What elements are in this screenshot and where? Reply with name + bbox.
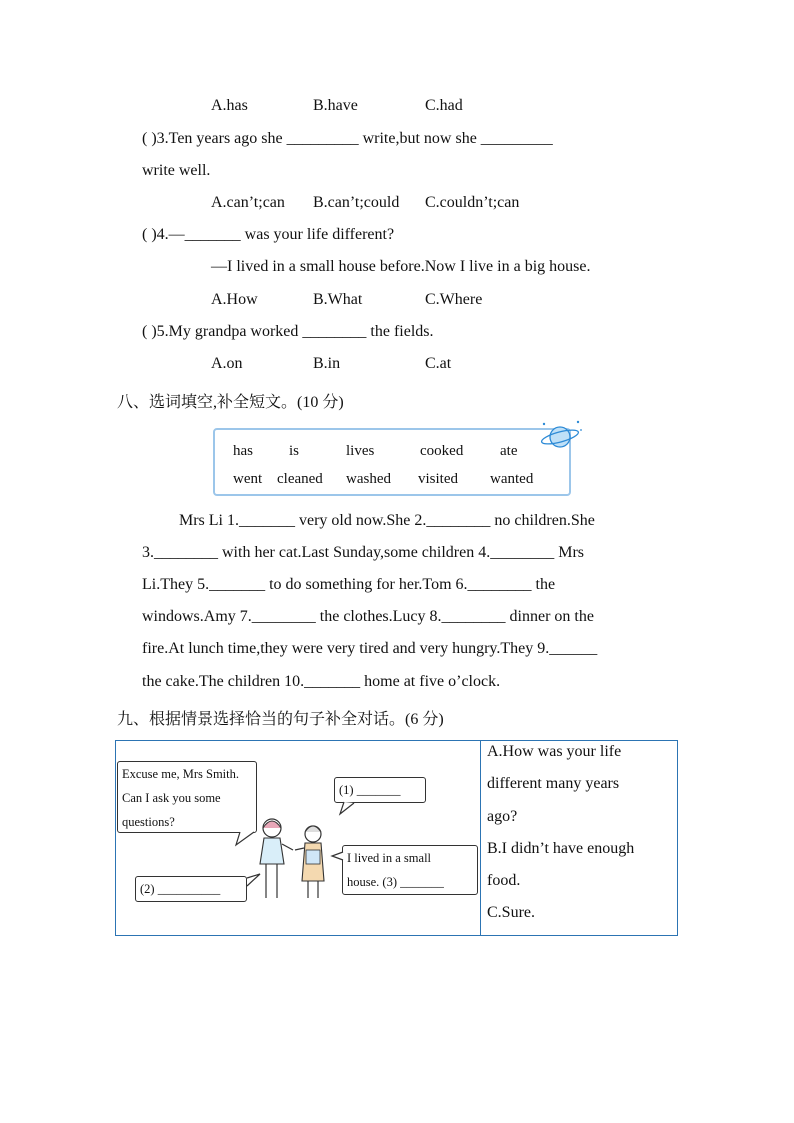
q3-stem-line2: write well. [142,162,211,179]
word-bank-word: ate [500,443,518,459]
speech-bubble-1: (1) _______ [334,777,426,803]
choice-a-line1: A.How was your life [487,743,622,760]
section9-heading: 九、根据情景选择恰当的句子补全对话。(6 分) [117,711,444,728]
passage-line-1: Mrs Li 1._______ very old now.She 2.________ no children.She [179,512,595,529]
choice-a-line3: ago? [487,808,518,825]
q3-stem-line1: ( )3.Ten years ago she _________ write,but now she _________ [142,130,553,147]
q2-option-c: C.had [425,97,463,114]
passage-line-3: Li.They 5._______ to do something for her.Tom 6.________ the [142,576,556,593]
section8-heading: 八、选词填空,补全短文。(10 分) [117,394,344,411]
bubble-3-line: house. (3) _______ [347,875,444,889]
choice-b-line1: B.I didn’t have enough [487,840,635,857]
q3-option-b: B.can’t;could [313,194,400,211]
passage-line-6: the cake.The children 10._______ home at five o’clock. [142,673,501,690]
word-bank-word: cooked [420,443,464,459]
q5-option-a: A.on [211,355,243,372]
q3-option-a: A.can’t;can [211,194,285,211]
q5-option-b: B.in [313,355,341,372]
word-bank-word: lives [346,443,375,459]
q4-stem-line1: ( )4.—_______ was your life different? [142,226,395,243]
q4-option-b: B.What [313,291,363,308]
choice-b-line2: food. [487,872,521,889]
word-bank-word: cleaned [277,471,323,487]
q2-option-a: A.has [211,97,248,114]
word-bank-word: is [289,443,300,459]
word-bank-word: has [233,443,253,459]
word-bank-word: washed [346,471,391,487]
passage-line-2: 3.________ with her cat.Last Sunday,some children 4.________ Mrs [142,544,585,561]
q2-option-b: B.have [313,97,358,114]
bubble-left-line: Can I ask you some [122,791,221,805]
q5-stem: ( )5.My grandpa worked ________ the fields. [142,323,434,340]
choice-c: C.Sure. [487,904,535,921]
passage-line-5: fire.At lunch time,they were very tired and very hungry.They 9.______ [142,640,598,657]
word-bank-word: went [233,471,263,487]
q4-stem-line2: —I lived in a small house before.Now I live in a big house. [211,258,591,275]
word-bank-word: wanted [490,471,534,487]
speech-bubble-2: (2) __________ [135,876,247,902]
q5-option-c: C.at [425,355,452,372]
word-bank-box [213,428,571,496]
passage-line-4: windows.Amy 7.________ the clothes.Lucy 8.________ dinner on the [142,608,594,625]
choice-a-line2: different many years [487,775,620,792]
bubble-left-line: Excuse me, Mrs Smith. [122,767,240,781]
planet-icon [536,418,586,454]
q4-option-c: C.Where [425,291,483,308]
bubble-3-line: I lived in a small [347,851,432,865]
word-bank-word: visited [418,471,458,487]
bubble-left-line: questions? [122,815,175,829]
dialog-illustration [200,800,390,905]
q4-option-a: A.How [211,291,258,308]
q3-option-c: C.couldn’t;can [425,194,520,211]
